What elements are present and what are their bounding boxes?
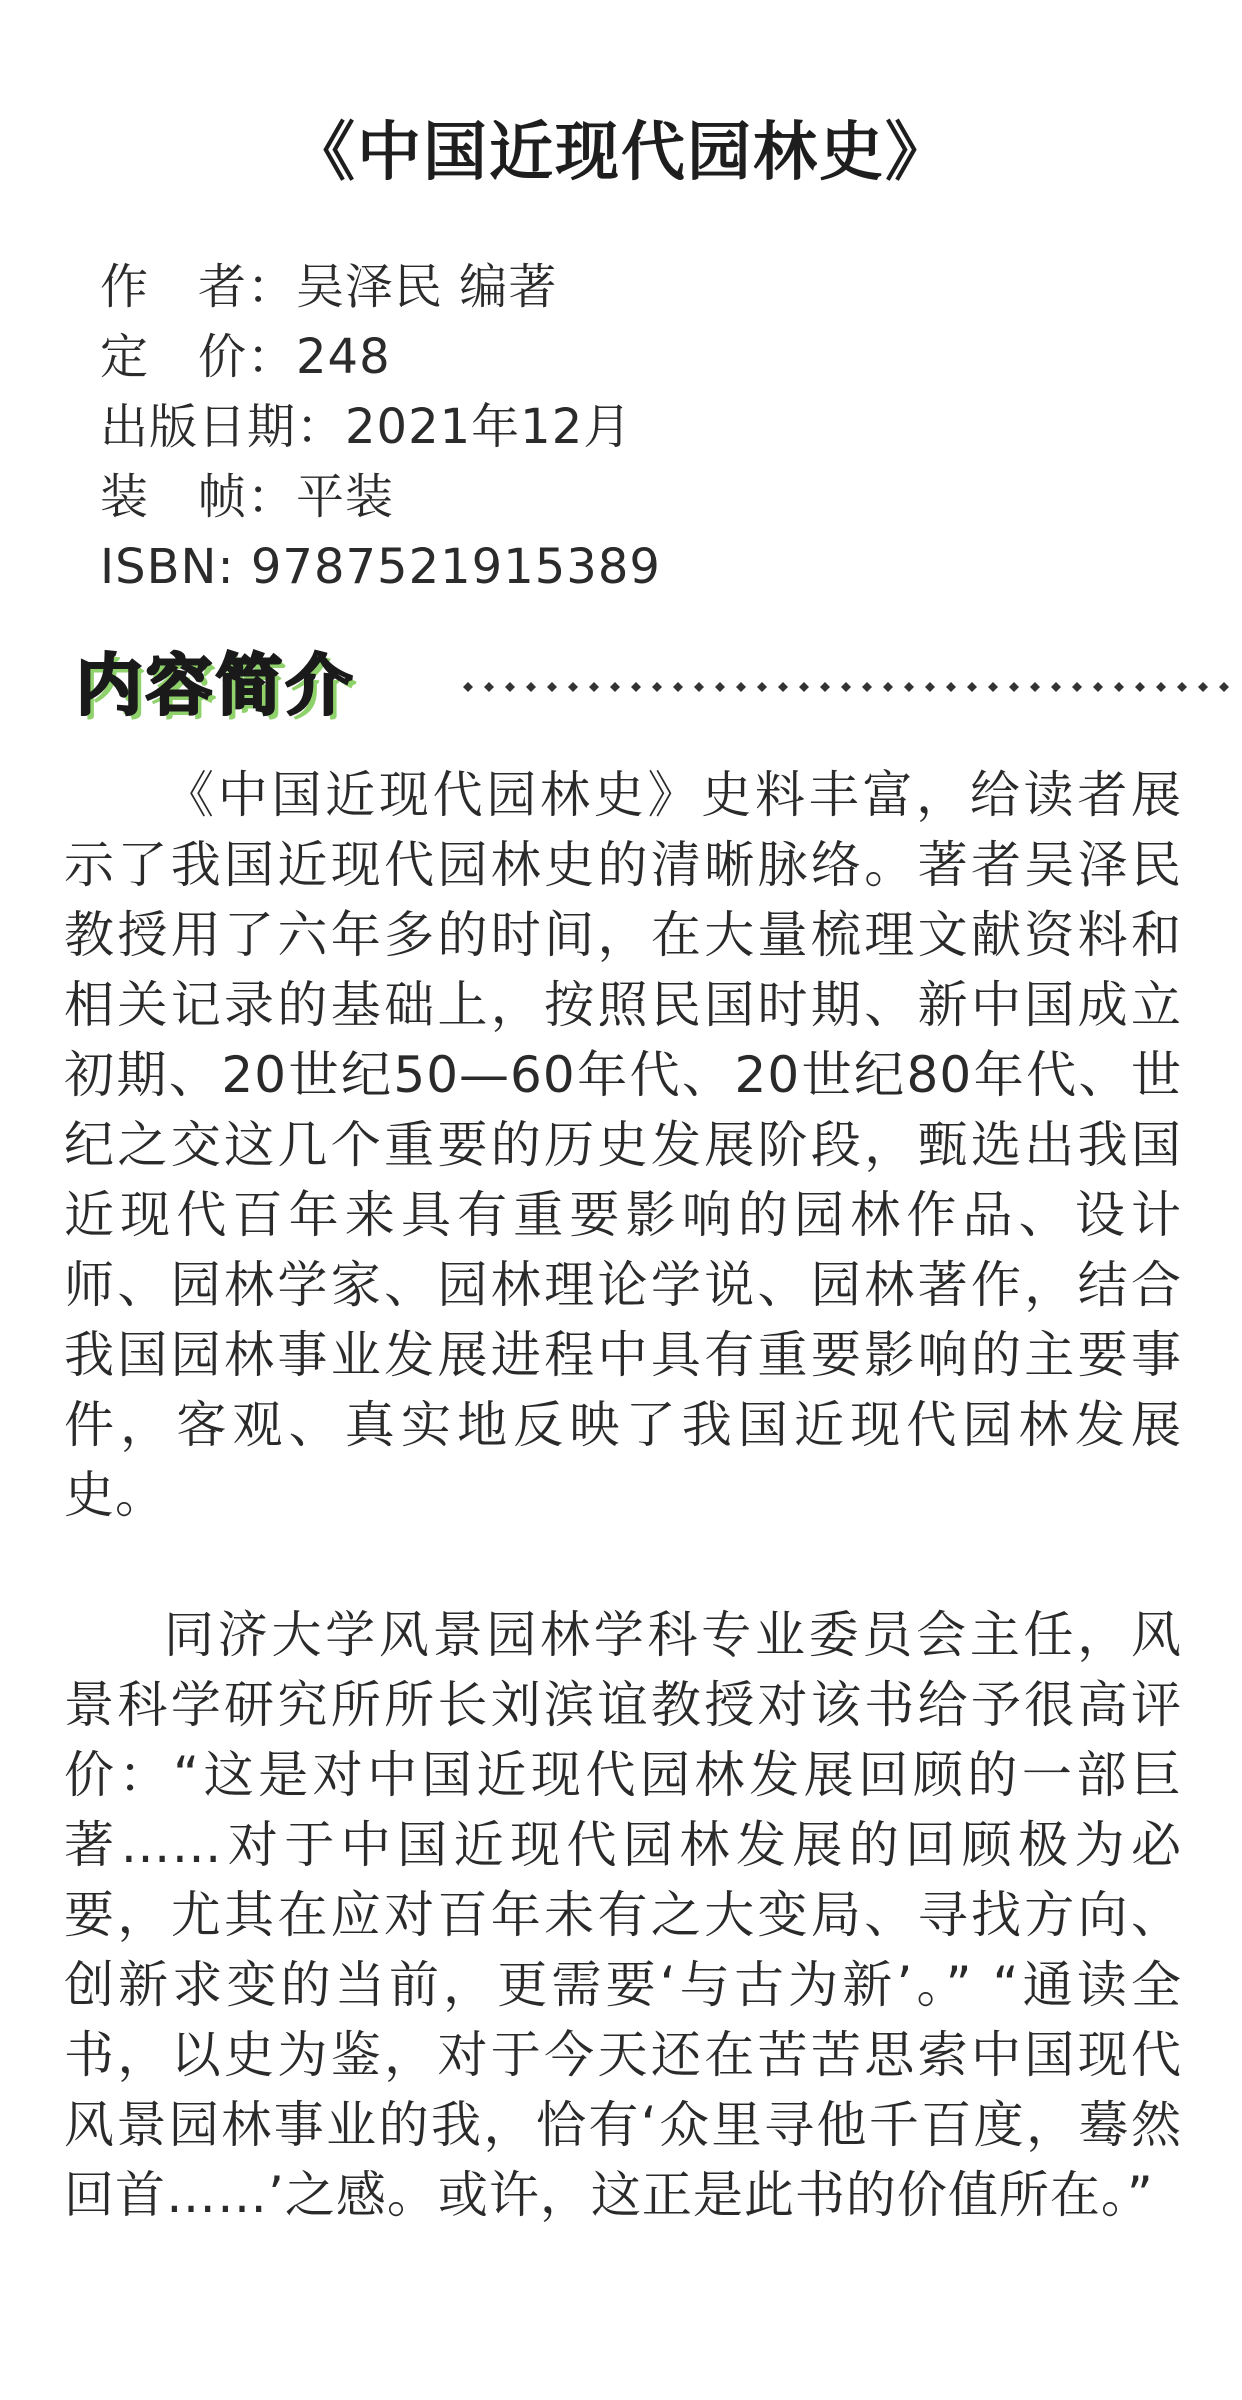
divider-dot xyxy=(589,682,599,692)
meta-price-value: 248 xyxy=(296,329,391,385)
divider-dot xyxy=(883,682,893,692)
dotted-divider xyxy=(462,680,1242,694)
divider-dot xyxy=(757,682,767,692)
divider-dot xyxy=(1072,682,1082,692)
meta-publish-date xyxy=(100,392,1150,462)
meta-binding xyxy=(100,462,1150,532)
divider-dot xyxy=(946,682,956,692)
divider-dot xyxy=(1156,682,1166,692)
divider-dot xyxy=(988,682,998,692)
divider-dot xyxy=(967,682,977,692)
divider-dot xyxy=(841,682,851,692)
divider-dot xyxy=(820,682,830,692)
review-paragraph: 同济大学风景园林学科专业委员会主任，风景科学研究所所长刘滨谊教授对该书给予很高评价：“这是对中国近现代园林发展回顾的一部巨著……对于中国近现代园林发展的回顾极为必要，尤其在应对百年未有之大变局、寻找方向、创新求变的当前，更需要‘与古为新’。” “通读全书，以史为鉴，对于今天还在苦苦思索中国现代风景园林事业的我，恰有‘众里寻他千百度，蓦然回首……’之感。或许，这正是此书的价值所在。” xyxy=(64,1606,1182,2224)
divider-dot xyxy=(1177,682,1187,692)
divider-dot xyxy=(778,682,788,692)
divider-dot xyxy=(1135,682,1145,692)
meta-author-label: 作 者： xyxy=(100,259,297,315)
meta-author xyxy=(100,252,1150,322)
meta-isbn xyxy=(100,532,1150,602)
book-title: 《中国近现代园林史》 xyxy=(291,116,951,190)
section-title: 内容简介 xyxy=(76,647,356,724)
divider-dot xyxy=(862,682,872,692)
meta-isbn-label: ISBN: xyxy=(100,539,251,595)
divider-dot xyxy=(715,682,725,692)
divider-dot xyxy=(1051,682,1061,692)
meta-price-label: 定 价： xyxy=(100,329,297,385)
divider-dot xyxy=(547,682,557,692)
divider-dot xyxy=(694,682,704,692)
divider-dot xyxy=(568,682,578,692)
meta-isbn-value: 9787521915389 xyxy=(250,539,661,595)
meta-binding-value: 平装 xyxy=(296,469,395,525)
divider-dot xyxy=(904,682,914,692)
meta-price xyxy=(100,322,1150,392)
divider-dot xyxy=(610,682,620,692)
intro-paragraph: 《中国近现代园林史》史料丰富，给读者展示了我国近现代园林史的清晰脉络。著者吴泽民教授用了六年多的时间，在大量梳理文献资料和相关记录的基础上，按照民国时期、新中国成立初期、20世纪50—60年代、20世纪80年代、世纪之交这几个重要的历史发展阶段，甄选出我国近现代百年来具有重要影响的园林作品、设计师、园林学家、园林理论学说、园林著作，结合我国园林事业发展进程中具有重要影响的主要事件，客观、真实地反映了我国近现代园林发展史。 xyxy=(64,766,1182,1524)
divider-dot xyxy=(1198,682,1208,692)
divider-dot xyxy=(631,682,641,692)
divider-dot xyxy=(526,682,536,692)
divider-dot xyxy=(1219,682,1229,692)
divider-dot xyxy=(1093,682,1103,692)
divider-dot xyxy=(1114,682,1124,692)
divider-dot xyxy=(799,682,809,692)
section-header xyxy=(76,638,1242,734)
book-meta xyxy=(100,252,1150,602)
divider-dot xyxy=(484,682,494,692)
divider-dot xyxy=(505,682,515,692)
divider-dot xyxy=(652,682,662,692)
meta-publish-date-label: 出版日期： xyxy=(100,399,346,455)
divider-dot xyxy=(1009,682,1019,692)
meta-author-value: 吴泽民 编著 xyxy=(296,259,558,315)
divider-dot xyxy=(673,682,683,692)
meta-binding-label: 装 帧： xyxy=(100,469,297,525)
divider-dot xyxy=(736,682,746,692)
divider-dot xyxy=(925,682,935,692)
divider-dot xyxy=(1030,682,1040,692)
divider-dot xyxy=(463,682,473,692)
meta-publish-date-value: 2021年12月 xyxy=(345,399,633,455)
intro-content xyxy=(64,760,1182,2230)
